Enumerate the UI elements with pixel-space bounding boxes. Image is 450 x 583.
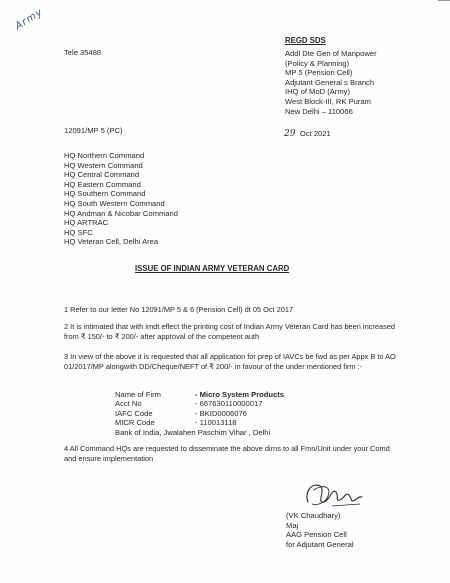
sender-address [285, 49, 377, 116]
signatory-designation: AAG Pension Cell [286, 530, 347, 540]
firm-row-key: MICR Code [115, 418, 155, 428]
signatory-rank: Maj [286, 520, 299, 530]
addressee-item: HQ Southern Command [64, 189, 146, 199]
addressee-item: HQ Eastern Command [64, 179, 141, 189]
addressee-item: HQ Andman & Nicobar Command [64, 208, 178, 218]
signature-block [286, 511, 354, 549]
firm-row-key: Acct No [115, 399, 142, 409]
firm-row [115, 418, 284, 427]
signature-scribble [302, 478, 364, 512]
addressee-item: HQ SFC [64, 227, 93, 237]
paragraph-3: 3 In view of the above it is requested that all application for prep of IAVCs be fwd as per Appx B to AO 01/2017/MP alongwith DD/Cheque/NEFT of ₹ 200/- in favour of the under mentioned firm :- [64, 352, 396, 371]
firm-row-key: Name of Firm [115, 390, 161, 399]
addressee-item: HQ Veteran Cell, Delhi Area [64, 237, 159, 247]
address-line: New Delhi – 110066 [285, 106, 353, 116]
firm-row [115, 390, 284, 399]
letter-subject: ISSUE OF INDIAN ARMY VETERAN CARD [135, 264, 290, 273]
date-month-year: Oct 2021 [299, 129, 331, 138]
addressee-item: HQ Central Command [64, 170, 140, 180]
address-line: Adjutant General s Branch [285, 77, 375, 87]
paragraph-4: 4 All Command HQs are requested to disseminate the above dirns to all Fmn/Unit under your Comd and ensure implementation [64, 444, 390, 463]
addressee-item: HQ Western Command [64, 160, 143, 170]
scan-edge-mark [438, 0, 450, 1]
handwritten-day: 29 [284, 129, 296, 139]
bank-name: Bank of India, Jwalahen Paschim Vihar , Delhi [115, 427, 271, 437]
paragraph-2: 2 It is intimated that with imdt effect the printing cost of Indian Army Veteran Card has been increased from ₹ 150/- to ₹ 200/- after approval of the competent auth [64, 322, 395, 341]
address-line: Addl Dte Gen of Manpower [285, 49, 377, 58]
firm-row-value: - Micro System Products [195, 390, 285, 399]
firm-details [115, 390, 284, 437]
handwritten-signature [302, 478, 364, 512]
firm-row-value: - BKID0006076 [195, 408, 247, 418]
address-line: West Block-III, RK Puram [285, 96, 371, 106]
security-classification: REGD SDS [285, 36, 326, 45]
reference-number: 12091/MP 5 (PC) [64, 126, 123, 135]
address-line: MP 5 (Pension Cell) [285, 68, 353, 78]
address-line: (Policy & Planning) [285, 58, 350, 68]
firm-row-value: - 110013118 [195, 418, 237, 428]
telephone: Tele 35488 [64, 48, 102, 57]
addressee-list [64, 151, 178, 247]
firm-row-key: IAFC Code [115, 408, 153, 418]
addressee-item: HQ ARTRAC [64, 218, 109, 228]
addressee-item: HQ Northern Command [64, 151, 145, 160]
address-line: IHQ of MoD (Army) [285, 87, 350, 97]
firm-row [115, 399, 284, 408]
letter-date [284, 123, 331, 141]
firm-row-value: - 667630110000017 [195, 399, 263, 409]
firm-row [115, 409, 284, 418]
army-stamp: Army [13, 6, 46, 33]
signatory-for: for Adjutant General [286, 539, 354, 549]
signatory-name: (VK Chaudhary) [286, 511, 341, 520]
addressee-item: HQ South Western Command [64, 198, 165, 208]
paragraph-1: 1 Refer to our letter No 12091/MP 5 & 6 (Pension Cell) dt 05 Oct 2017 [64, 305, 294, 314]
